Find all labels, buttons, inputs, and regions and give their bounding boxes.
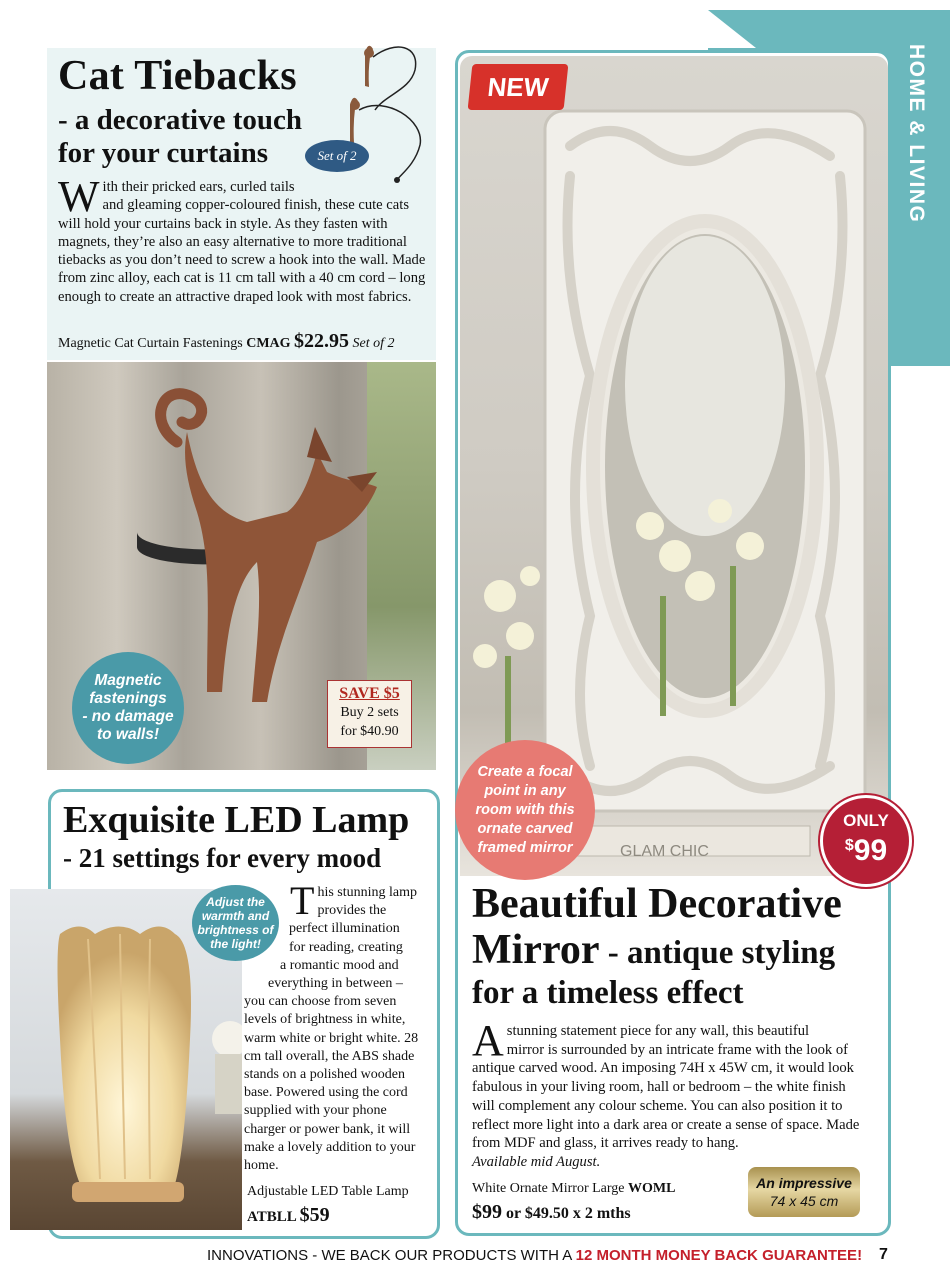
save-line2: for $40.90 bbox=[340, 724, 399, 739]
mirror-product-line bbox=[472, 1181, 675, 1197]
badge-line: fastenings bbox=[89, 690, 167, 707]
cat-tiebacks-title: Cat Tiebacks bbox=[58, 53, 297, 99]
only-price-badge bbox=[820, 795, 912, 887]
set-of-2-badge: Set of 2 bbox=[305, 140, 369, 172]
save-title: SAVE $5 bbox=[339, 685, 400, 702]
product-price: $22.95 bbox=[294, 330, 350, 352]
description-rest: and gleaming copper-coloured finish, these cute cats will hold your curtains back in style. As they fasten with magnets, they’re also an easy alternative to more traditional tiebacks as you don’t need to screw a hook into the wall. Made from zinc alloy, each cat is 11 cm tall with a 40 cm cord – long enough to create an attractive draped look with most fabrics. bbox=[58, 197, 426, 305]
only-price-value: 99 bbox=[853, 834, 888, 867]
section-tab-label: HOME & LIVING bbox=[905, 44, 928, 224]
guarantee-footer bbox=[207, 1247, 862, 1264]
dimensions-line2: 74 x 45 cm bbox=[769, 1193, 839, 1209]
badge-line: warmth and bbox=[201, 909, 270, 923]
badge-line: - no damage bbox=[82, 708, 174, 725]
badge-line: Magnetic bbox=[94, 672, 162, 689]
currency-symbol: $ bbox=[844, 837, 854, 854]
save-line1: Buy 2 sets bbox=[340, 705, 399, 720]
mirror-subtitle-rest: - antique styling bbox=[599, 935, 836, 971]
mirror-description bbox=[472, 1016, 872, 1172]
only-word: ONLY bbox=[843, 811, 889, 830]
cat-tiebacks-description bbox=[58, 172, 428, 306]
magnetic-fastenings-badge bbox=[72, 652, 184, 764]
description-line: for reading, creating bbox=[289, 939, 403, 955]
badge-line: Adjust the bbox=[206, 895, 265, 909]
badge-line: Create a focal bbox=[477, 763, 573, 780]
product-price: $59 bbox=[299, 1204, 330, 1226]
badge-line: framed mirror bbox=[477, 839, 573, 856]
only-price bbox=[823, 830, 909, 867]
description-line: his stunning lamp bbox=[317, 885, 417, 900]
cat-tiebacks-subtitle-line2: for your curtains bbox=[58, 137, 268, 169]
led-lamp-product-name: Adjustable LED Table Lamp bbox=[247, 1184, 409, 1199]
save-offer-box bbox=[327, 680, 412, 748]
dropcap: T bbox=[290, 878, 315, 923]
led-lamp-title: Exquisite LED Lamp bbox=[63, 799, 410, 841]
mirror-subtitle-line1 bbox=[472, 926, 835, 974]
product-code: CMAG bbox=[246, 336, 291, 351]
badge-line: to walls! bbox=[96, 726, 159, 743]
mirror-subtitle-line2: for a timeless effect bbox=[472, 975, 744, 1011]
installment-price: or $49.50 x 2 mths bbox=[502, 1205, 631, 1222]
led-lamp-price-line bbox=[247, 1204, 330, 1227]
badge-line: ornate carved bbox=[477, 820, 573, 837]
page-number: 7 bbox=[879, 1246, 888, 1263]
focal-point-badge bbox=[455, 740, 595, 880]
description-line1: ith their pricked ears, curled tails bbox=[102, 179, 295, 195]
footer-highlight: GUARANTEE! bbox=[762, 1247, 863, 1264]
description-line: a romantic mood and bbox=[280, 957, 399, 973]
availability-note: Available mid August. bbox=[472, 1153, 601, 1170]
product-name: Magnetic Cat Curtain Fastenings bbox=[58, 336, 243, 351]
dropcap: A bbox=[472, 1016, 504, 1065]
description-line: provides the bbox=[317, 903, 387, 919]
mirror-price-line bbox=[472, 1201, 631, 1224]
description-rest: you can choose from seven levels of brightness in white, warm white or bright white. 28 cm tall overall, the ABS shade stands on a polished wooden base. Powered using the cord supplied with your phone charger or power bank, it will make a lovely addition to your home. bbox=[244, 994, 419, 1174]
description-rest: mirror is surrounded by an intricate frame with the look of antique carved wood. An imposing 74H x 45W cm, it would look fabulous in your living room, hall or bedroom – the white finish will complement any colour scheme. You can also position it to reflect more light into a dark area or create a sense of space. Made from MDF and glass, it arrives ready to hang. bbox=[472, 1041, 860, 1152]
description-line: perfect illumination bbox=[289, 921, 400, 937]
badge-line: the light! bbox=[210, 937, 261, 951]
product-name: White Ornate Mirror Large bbox=[472, 1181, 625, 1196]
footer-highlight: MONEY BACK bbox=[651, 1247, 763, 1264]
mirror-word: Mirror bbox=[472, 927, 600, 973]
product-price: $99 bbox=[472, 1201, 502, 1223]
price-suffix: Set of 2 bbox=[352, 336, 395, 351]
description-line: everything in between – bbox=[268, 976, 403, 992]
led-lamp-description bbox=[244, 878, 426, 1175]
footer-highlight: 12 MONTH bbox=[575, 1247, 652, 1264]
led-lamp-subtitle: - 21 settings for every mood bbox=[63, 843, 382, 873]
new-badge: NEW bbox=[468, 64, 569, 110]
product-code: ATBLL bbox=[247, 1209, 296, 1225]
description-line1: stunning statement piece for any wall, this beautiful bbox=[506, 1023, 810, 1039]
badge-line: room with this bbox=[475, 801, 575, 818]
badge-line: point in any bbox=[484, 782, 566, 799]
footer-text: INNOVATIONS - WE BACK OUR PRODUCTS WITH A bbox=[207, 1247, 576, 1264]
product-code: WOML bbox=[628, 1181, 676, 1196]
cat-tiebacks-price-line bbox=[58, 330, 395, 353]
book-title: GLAM CHIC bbox=[620, 843, 709, 860]
dropcap: W bbox=[58, 172, 100, 221]
mirror-title: Beautiful Decorative bbox=[472, 881, 842, 927]
dimensions-line1: An impressive bbox=[756, 1175, 852, 1191]
dimensions-badge bbox=[748, 1167, 860, 1217]
cat-tiebacks-subtitle-line1: - a decorative touch bbox=[58, 104, 303, 136]
badge-line: brightness of bbox=[197, 923, 274, 937]
